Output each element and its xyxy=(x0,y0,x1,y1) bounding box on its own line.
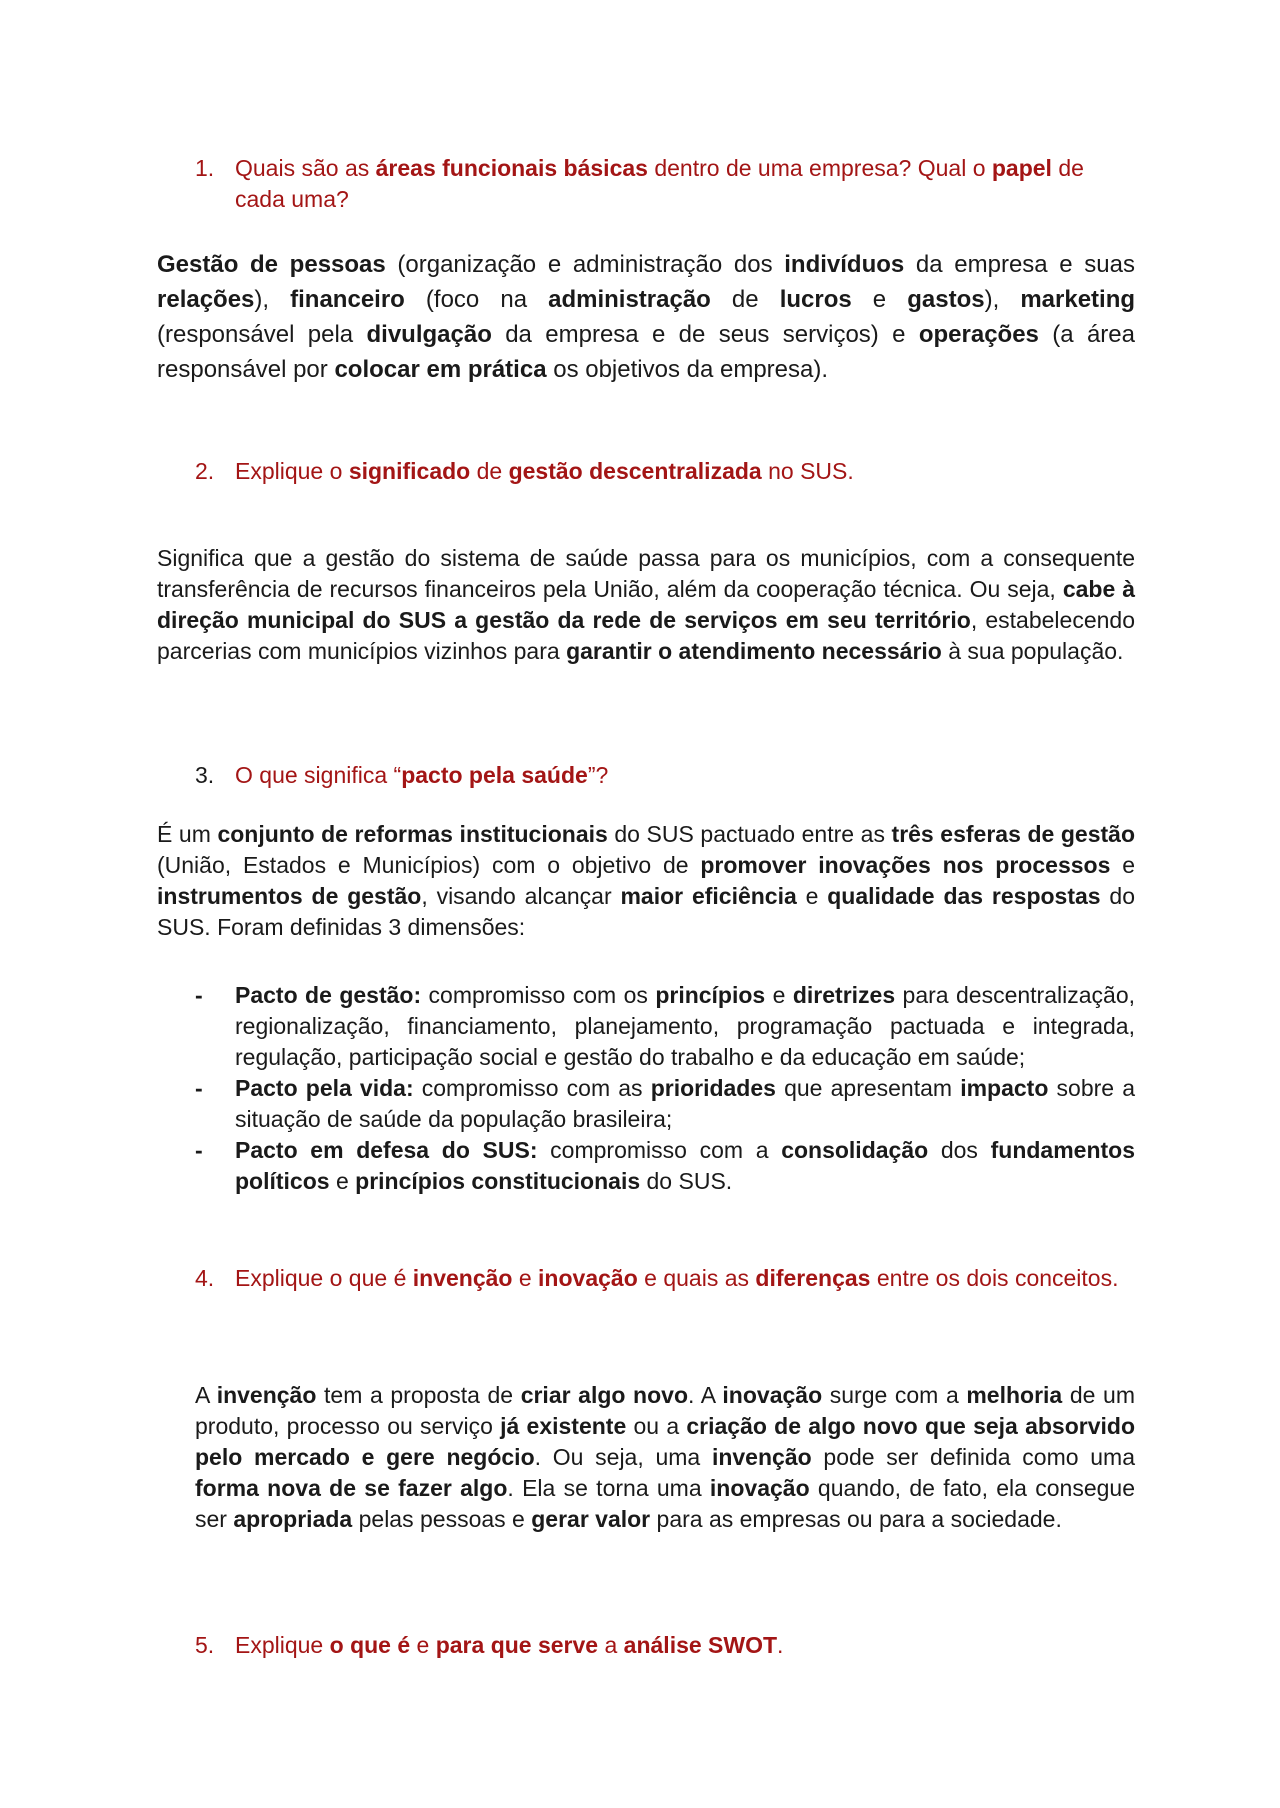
body-text: É um xyxy=(157,821,218,847)
answer-4 xyxy=(195,1380,1135,1535)
body-text: Significa que a gestão do sistema de saúde passa para os municípios, com a consequente transferência de recursos financeiros pela União, além da cooperação técnica. Ou seja, xyxy=(157,545,1135,602)
question-number: 5. xyxy=(195,1632,215,1658)
body-text: ), xyxy=(984,286,1021,313)
dash-bullet: - xyxy=(195,1137,203,1163)
emphasis-text: consolidação xyxy=(781,1137,929,1163)
body-text: . Ou seja, uma xyxy=(534,1444,712,1470)
emphasis-text: Pacto pela vida: xyxy=(235,1075,414,1101)
emphasis-text: lucros xyxy=(779,286,852,313)
emphasis-text: invenção xyxy=(711,1444,812,1470)
emphasis-text: princípios xyxy=(655,982,766,1008)
question-text: Explique o que é e para que serve a análise SWOT. xyxy=(235,1632,784,1658)
question-1 xyxy=(195,153,1135,215)
list-item-text xyxy=(235,1073,1135,1135)
body-text: do SUS. Foram definidas 3 dimensões: xyxy=(157,883,1135,940)
question-number: 3. xyxy=(195,762,215,788)
emphasis-text: gerar valor xyxy=(531,1506,651,1532)
emphasis-text: gastos xyxy=(907,286,985,313)
emphasis-text: criar algo novo xyxy=(520,1382,688,1408)
body-text: para descentralização, regionalização, financiamento, planejamento, programação pactuada e integrada, regulação, participação social e gestão do trabalho e da educação em saúde; xyxy=(235,982,1135,1070)
emphasis-text: relações xyxy=(157,286,255,313)
body-text: compromisso com os xyxy=(421,982,656,1008)
question-number: 1. xyxy=(195,155,215,181)
body-text: do SUS pactuado entre as xyxy=(607,821,892,847)
question-2 xyxy=(195,456,1135,487)
emphasis-text: indivíduos xyxy=(784,251,905,278)
emphasis-text: instrumentos de gestão xyxy=(157,883,422,909)
emphasis-text: colocar em prática xyxy=(334,356,547,383)
emphasis-text: princípios constitucionais xyxy=(355,1168,641,1194)
emphasis-text: prioridades xyxy=(650,1075,776,1101)
emphasis-text: inovação xyxy=(722,1382,823,1408)
emphasis-text: promover inovações nos processos xyxy=(700,852,1111,878)
question-number: 4. xyxy=(195,1265,215,1291)
body-text: , visando alcançar xyxy=(421,883,621,909)
body-text: à sua população. xyxy=(941,638,1124,664)
body-text: que apresentam xyxy=(775,1075,961,1101)
body-text: e xyxy=(765,982,793,1008)
emphasis-text: Pacto em defesa do SUS: xyxy=(235,1137,538,1163)
emphasis-text: criação de algo novo que seja absorvido pelo mercado e gere negócio xyxy=(195,1413,1136,1470)
answer-1 xyxy=(157,247,1135,387)
body-text: . A xyxy=(688,1382,723,1408)
body-text: compromisso com a xyxy=(537,1137,782,1163)
dash-bullet: - xyxy=(195,982,203,1008)
body-text: surge com a xyxy=(822,1382,967,1408)
body-text: (organização e administração dos xyxy=(385,251,785,278)
answer-3 xyxy=(157,819,1135,943)
body-text: (União, Estados e Municípios) com o objetivo de xyxy=(157,852,701,878)
question-text: Explique o significado de gestão descentralizada no SUS. xyxy=(235,458,854,484)
dash-bullet: - xyxy=(195,1075,203,1101)
pact-dimensions-list xyxy=(195,980,1135,1197)
emphasis-text: operações xyxy=(918,321,1039,348)
list-item xyxy=(195,980,1135,1073)
body-text: pelas pessoas e xyxy=(352,1506,532,1532)
body-text: sobre a situação de saúde da população brasileira; xyxy=(235,1075,1135,1132)
emphasis-text: maior eficiência xyxy=(620,883,797,909)
emphasis-text: Gestão de pessoas xyxy=(157,251,386,278)
body-text: de xyxy=(710,286,780,313)
body-text: , estabelecendo parcerias com municípios vizinhos para xyxy=(157,607,1135,664)
emphasis-text: invenção xyxy=(216,1382,317,1408)
emphasis-text: fundamentos políticos xyxy=(235,1137,1135,1194)
list-item-text xyxy=(235,1135,1135,1197)
body-text: e xyxy=(851,286,908,313)
body-text: tem a proposta de xyxy=(316,1382,521,1408)
emphasis-text: garantir o atendimento necessário xyxy=(566,638,942,664)
emphasis-text: três esferas de gestão xyxy=(891,821,1136,847)
body-text: e xyxy=(796,883,828,909)
body-text: e xyxy=(1110,852,1135,878)
answer-2 xyxy=(157,543,1135,667)
question-text: Quais são as áreas funcionais básicas dentro de uma empresa? Qual o papel de cada uma? xyxy=(235,155,1084,212)
body-text: para as empresas ou para a sociedade. xyxy=(650,1506,1062,1532)
emphasis-text: divulgação xyxy=(366,321,492,348)
body-text: ), xyxy=(254,286,291,313)
question-text: O que significa “pacto pela saúde”? xyxy=(235,762,609,788)
body-text: do SUS. xyxy=(640,1168,733,1194)
body-text: dos xyxy=(928,1137,991,1163)
body-text: da empresa e de seus serviços) e xyxy=(491,321,919,348)
question-text: Explique o que é invenção e inovação e quais as diferenças entre os dois conceitos. xyxy=(235,1265,1119,1291)
emphasis-text: conjunto de reformas institucionais xyxy=(217,821,608,847)
question-3 xyxy=(195,760,1135,791)
body-text: da empresa e suas xyxy=(904,251,1135,278)
emphasis-text: financeiro xyxy=(290,286,405,313)
emphasis-text: apropriada xyxy=(233,1506,353,1532)
emphasis-text: inovação xyxy=(709,1475,810,1501)
list-item xyxy=(195,1073,1135,1135)
body-text: os objetivos da empresa). xyxy=(546,356,829,383)
body-text: pode ser definida como uma xyxy=(811,1444,1135,1470)
emphasis-text: impacto xyxy=(960,1075,1049,1101)
list-item-text xyxy=(235,980,1135,1073)
body-text: quando, de fato, ela consegue ser xyxy=(195,1475,1135,1532)
emphasis-text: melhoria xyxy=(966,1382,1063,1408)
emphasis-text: cabe à direção municipal do SUS a gestão da rede de serviços em seu território xyxy=(157,576,1136,633)
body-text: (a área responsável por xyxy=(157,321,1135,383)
emphasis-text: diretrizes xyxy=(792,982,896,1008)
emphasis-text: administração xyxy=(548,286,711,313)
emphasis-text: forma nova de se fazer algo xyxy=(195,1475,508,1501)
emphasis-text: qualidade das respostas xyxy=(827,883,1101,909)
body-text: e xyxy=(329,1168,356,1194)
emphasis-text: já existente xyxy=(500,1413,627,1439)
question-number: 2. xyxy=(195,458,215,484)
body-text: de um produto, processo ou serviço xyxy=(195,1382,1135,1439)
body-text: (foco na xyxy=(404,286,549,313)
body-text: compromisso com as xyxy=(413,1075,651,1101)
body-text: (responsável pela xyxy=(157,321,367,348)
emphasis-text: marketing xyxy=(1020,286,1136,313)
body-text: ou a xyxy=(626,1413,687,1439)
body-text: . Ela se torna uma xyxy=(507,1475,710,1501)
body-text: A xyxy=(195,1382,217,1408)
list-item xyxy=(195,1135,1135,1197)
question-4 xyxy=(195,1263,1135,1294)
question-5 xyxy=(195,1630,1135,1661)
emphasis-text: Pacto de gestão: xyxy=(235,982,422,1008)
